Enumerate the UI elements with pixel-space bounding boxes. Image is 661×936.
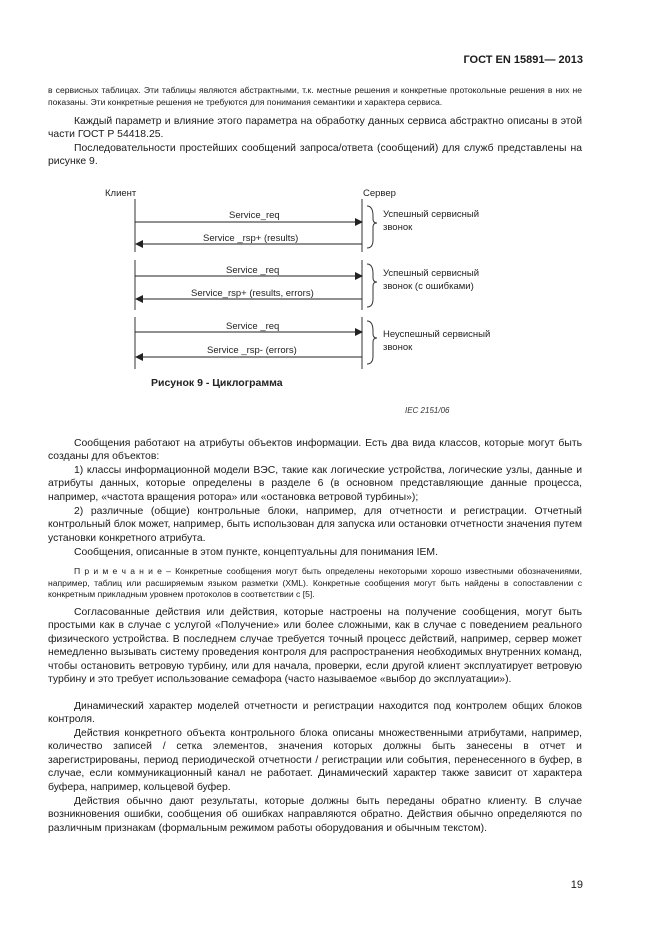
request-label: Service _req xyxy=(226,265,280,276)
request-label: Service_req xyxy=(229,210,280,221)
result-brace xyxy=(367,321,377,364)
intro-paragraph-3: Последовательности простейших сообщений запроса/ответа (сообщений) для служб представлены на рисунке 9. xyxy=(48,143,582,168)
result-brace xyxy=(367,264,377,307)
response-label: Service _rsp+ (results) xyxy=(203,233,299,244)
intro-paragraph-1: в сервисных таблицах. Эти таблицы являются абстрактными, т.к. местные решения и конкретные протокольные решения в них не показаны. Эти конкретные решения не требуются для понимания семантики и характера сервиса. xyxy=(48,85,582,107)
result-brace xyxy=(367,206,377,248)
body2-paragraph-1: Согласованные действия или действия, которые настроены на получение сообщения, могут быть простыми как в случае с услугой «Получение» или более сложными, как в случае с поведением реального физического устройства. В последнем случае требуется точный процесс действий, например, сервер может немедленно вызывать систему проведения контроля для распространения необходимых внутренних команд, чтобы остановить ветровую турбину, или для начала, проверки, если другой клиент эксплуатирует ветровую турбину и это требует использование семафора (часто называемое «выбор до эксплуатации»). xyxy=(48,607,582,686)
body2-paragraph-3: Действия конкретного объекта контрольного блока описаны множественными атрибутами, например, количество записей / сетка элементов, значения которых должны быть занесены в отчет и зарегистрированы, период периодической отчетности / регистрации или события, перенесенного в буфер, в случае, если коммуникационный канал не работает. Динамический характер также зависит от характера буфера, например, кольцевой буфер. xyxy=(48,728,582,793)
response-label: Service_rsp+ (results, errors) xyxy=(191,288,314,299)
response-label: Service _rsp- (errors) xyxy=(207,345,297,356)
body-paragraph-1: Сообщения работают на атрибуты объектов информации. Есть два вида классов, которые могут быть созданы для объектов: xyxy=(48,438,582,463)
sequence-diagram xyxy=(105,186,525,416)
note-paragraph: П р и м е ч а н и е – Конкретные сообщения могут быть определены некоторыми хорошо известными обозначениями, например, таблиц или расширяемым языком разметки (XML). Конкретные сообщения могут быть найдены в сопоставлении с конкретным прикладным уровнем протоколов в соответствии с [5]. xyxy=(48,566,582,600)
figure-caption: Рисунок 9 - Циклограмма xyxy=(151,377,283,389)
body2-paragraph-2: Динамический характер моделей отчетности и регистрации находится под контролем общих блоков контроля. xyxy=(48,701,582,726)
result-label-line1: Успешный сервисный xyxy=(383,268,480,279)
page-number: 19 xyxy=(570,879,583,891)
result-label-line1: Неуспешный сервисный xyxy=(383,329,491,340)
client-label: Клиент xyxy=(105,188,137,199)
body2-paragraph-4: Действия обычно дают результаты, которые должны быть переданы обратно клиенту. В случае возникновения ошибки, сообщения об ошибках направляются обратно. Действия обычно определяются по различным признакам (формальным режимом работы оборудования и обычным текстом). xyxy=(48,796,582,834)
result-label-line2: звонок xyxy=(383,342,413,353)
document-header: ГОСТ EN 15891— 2013 xyxy=(463,54,583,66)
result-label-line2: звонок (с ошибками) xyxy=(383,281,474,292)
body-paragraph-3: 2) различные (общие) контрольные блоки, например, для отчетности и регистрации. Отчетный контрольный блок может, например, быть использован для запуска или остановки отчетности значения путем установки конкретного атрибута. xyxy=(48,506,582,544)
body-paragraph-4: Сообщения, описанные в этом пункте, концептуальны для понимания IEM. xyxy=(74,547,438,558)
figure-code: IEC 2151/06 xyxy=(405,406,450,415)
server-label: Сервер xyxy=(363,188,396,199)
intro-paragraph-2: Каждый параметр и влияние этого параметра на обработку данных сервиса абстрактно описаны в этой части ГОСТ Р 54418.25. xyxy=(48,116,582,141)
body-paragraph-2: 1) классы информационной модели ВЭС, такие как логические устройства, логические узлы, данные и атрибуты данных, которые определены в разделе 6 (в основном представляющие данные процесса, например, «частота вращения ротора» или «остановка ветровой турбины»); xyxy=(48,465,582,503)
result-label-line1: Успешный сервисный xyxy=(383,209,480,220)
result-label-line2: звонок xyxy=(383,222,413,233)
request-label: Service _req xyxy=(226,321,280,332)
